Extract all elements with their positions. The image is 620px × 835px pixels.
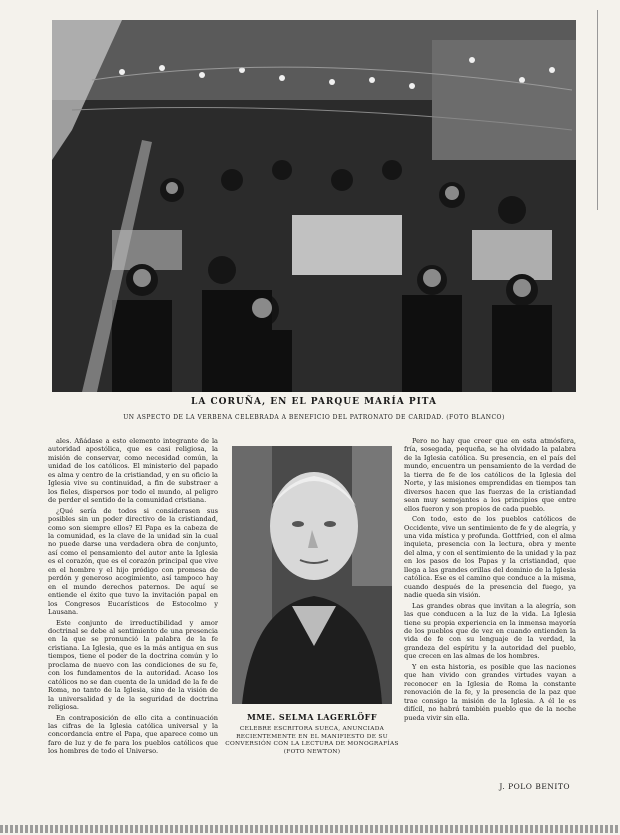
portrait-illustration <box>232 446 392 704</box>
left-article-column <box>48 437 218 817</box>
portrait-photograph <box>232 446 392 704</box>
right-article-column <box>404 437 576 773</box>
portrait-caption: CELEBRE ESCRITORA SUECA, ANUNCIADA RECIENTEMENTE EN EL MANIFIESTO DE SU CONVERSIÓN CON LA LECTURA DE MONOGRAFÍAS (FOTO NEWTON) <box>225 726 399 755</box>
page-margin-mark <box>597 10 610 210</box>
left-paragraph: Este conjunto de irreductibilidad y amor doctrinal se debe al sentimiento de una presencia en la que se pronunció la palabra de la fe cristiana. La Iglesia, que es la más antigua en sus tiempos, tiene el poder de la doctrina común y lo proclama de nuevo con las condiciones de su fe, con los fundamentos de la autoridad. Acaso los católicos no se dan cuenta de la unidad de la fe de Roma, no tanto de la Iglesia, sino de la visión de la universalidad y de la seguridad de doctrina religiosa. <box>48 618 218 712</box>
left-paragraph: ales. Añádase a esto elemento integrante de la autoridad apostólica, que es casi religiosa, la misión de conservar, como necesidad común, la unidad de los católicos. El ministerio del papado es alma y centro de la cristiandad, y en su oficio la Iglesia vive su continuidad, a fin de substraer a los fieles, dispersos por todo el mundo, al peligro de perder el sentido de la comunidad cristiana. <box>48 437 218 505</box>
right-paragraph: Con todo, esto de los pueblos católicos de Occidente, vive un sentimiento de fe y de alegría, y una vida mística y profunda. Gottfried, con el alma inquieta, presencia con la lectura, obra y mente del alma, y con el sentimiento de la unidad y la paz en los pasos de los Papas y la cristiandad, que llega a las grandes orillas del dominio de la Iglesia católica. Ese es el camino que conduce a la misma, cuando después de la presencia del fuego, ya nadie queda sin visión. <box>404 515 576 600</box>
author-signature: J. POLO BENITO <box>499 782 570 791</box>
right-paragraph: Las grandes obras que invitan a la alegría, son las que conducen a la luz de la vida. La Iglesia tiene su propia experiencia en la inmensa mayoría de los pueblos que de vez en cuando entienden la vida de fe con su lenguaje de la verdad, la grandeza del espíritu y la autoridad del pueblo, que crecen en las almas de los hombres. <box>404 601 576 661</box>
left-paragraph: En contraposición de ello cita a continuación las cifras de la Iglesia católica universal y la concordancia entre el Papa, que aparece como un faro de luz y de fe para los pueblos católicos que los hombres de todo el Universo. <box>48 713 218 756</box>
right-paragraph: Pero no hay que creer que en esta atmósfera, fría, sosegada, pequeña, se ha olvidado la palabra de la Iglesia católica. Su presencia, en el país del mundo, encuentra un pensamiento de la verdad de la tierra de fe de los católicos de la Iglesia del Norte, y las misiones emprendidas en tiempos tan diversos hacen que las fuerzas de la cristiandad sean muy semejantes a los principios que entre ellos fueron y son propios de cada pueblo. <box>404 437 576 513</box>
top-photo-caption: UN ASPECTO DE LA VERBENA CELEBRADA A BENEFICIO DEL PATRONATO DE CARIDAD. (FOTO BLANCO) <box>123 414 505 421</box>
top-photograph <box>52 20 576 392</box>
right-paragraph: Y en esta historia, es posible que las naciones que han vivido con grandes virtudes vayan a reconocer en la Iglesia de Roma la constante renovación de la fe, y la presencia de la paz que trae consigo la misión de la Iglesia. A él le es difícil, no habrá también pueblo que de la noche pueda vivir sin ella. <box>404 662 576 722</box>
top-photo-title: LA CORUÑA, EN EL PARQUE MARÍA PITA <box>191 397 437 407</box>
left-paragraph: ¿Qué sería de todos si considerasen sus posibles sin un poder directivo de la cristiandad, como son siempre ellos? El Papa es la cabeza de la comunidad, es la clave de la unidad sin la cual no puede darse una verdadera obra de conjunto, así como el pensamiento del autor ante la Iglesia es el corazón, que es el corazón principal que vive en el hombre y el hijo pródigo con promesa de perdón y generoso acogimiento, así tampoco hay en el mundo derechos paternos. De aquí se entiende el éxito que tuvo la invitación papal en los Congresos Eucarísticos de Estocolmo y Lausana. <box>48 506 218 617</box>
footer-print-strip <box>0 825 620 833</box>
verbena-photo-illustration <box>52 20 576 392</box>
portrait-name: MME. SELMA LAGERLÖFF <box>246 712 378 722</box>
